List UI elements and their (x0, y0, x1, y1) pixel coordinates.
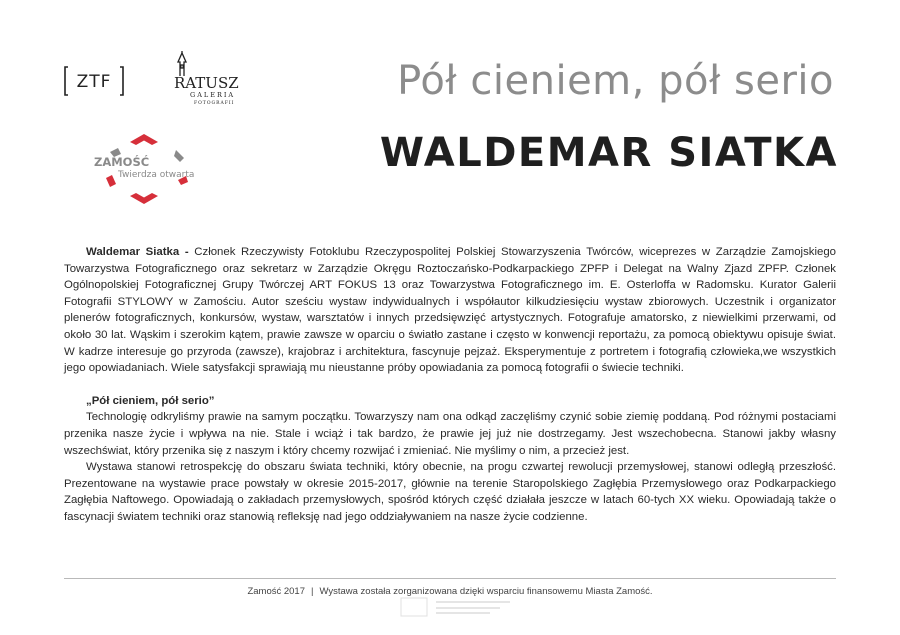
zamosc-logo (88, 128, 206, 210)
zamosc-name: ZAMOŚĆ (94, 155, 150, 169)
footer-divider (64, 578, 836, 579)
ratusz-name: RATUSZ (174, 74, 239, 92)
bio-name: Waldemar Siatka - (86, 246, 189, 258)
fortress-arrows-icon (106, 134, 188, 204)
footer-place-year: Zamość 2017 (247, 586, 305, 597)
exhibition-subtitle: Pół cieniem, pół serio (397, 58, 834, 104)
ratusz-line2: GALERIA (190, 91, 236, 99)
footer-support-note: Wystawa została zorganizowana dzięki wsparciu finansowemu Miasta Zamość. (319, 586, 653, 597)
zamosc-tagline: Twierdza otwarta (118, 170, 195, 180)
ztf-watermark-logo (400, 596, 520, 618)
bio-text: Członek Rzeczywisty Fotoklubu Rzeczypospolitej Polskiej Stowarzyszenia Twórców, wiceprezes w Zarządzie Zamojskiego Towarzystwa Fotograficznego oraz sekretarz w Zarządzie Okręgu Roztoczańsko-Podkarpackiego ZPFP i Delegat na Walny Zjazd ZPFP. Członek Ogólnopolskiej Fotograficznej Grupy Twórczej ART FOKUS 13 oraz Towarzystwa Fotograficznego im. E. Osterloffa w Radomsku. Kurator Galerii Fotografii STYLOWY w Zamościu. Autor sześciu wystaw indywidualnych i współautor kilkudziesięciu wystaw zbiorowych. Uczestnik i organizator plenerów fotograficznych, konkursów, wystaw, warsztatów i innych przedsięwzięć artystycznych. Fotografuje amatorsko, z niewielkimi przerwami, od około 30 lat. Wąskim i szerokim kątem, prawie zawsze w oparciu o światło zastane i często w konwencji reportażu, za pomocą obiektywu opisuje świat. W kadrze interesuje go przyroda (zawsze), krajobraz i architektura, fascynuje pejzaż. Eksperymentuje z portretem i fotografią człowieka,we wszystkich jego opowiadaniach. Wiele satysfakcji sprawiają mu nieustanne próby opowiadania za pomocą fotografii o świecie techniki. (64, 246, 836, 375)
ratusz-gallery-logo (166, 50, 246, 108)
exhibition-heading-paragraph (64, 393, 836, 410)
document-body (64, 244, 836, 526)
artist-name-title: WALDEMAR SIATKA (379, 130, 838, 176)
paragraph-gap (64, 377, 836, 393)
bio-paragraph (64, 244, 836, 377)
exhibition-paragraph-1: Technologię odkryliśmy prawie na samym początku. Towarzyszy nam ona odkąd zaczęliśmy czynić sobie ziemię poddaną. Pod różnymi postaciami przenika nasze życie i wpływa na nie. Stale i wciąż i tak bardzo, że prawie jej już nie dostrzegamy. Jest wszechobecna. Stanowi jakby własny wszechświat, który przenika się z naszym i który chcemy rozwijać i zmieniać. Nie myślimy o nim, a przecież jest. (64, 411, 836, 457)
ztf-logo (64, 66, 124, 96)
tower-icon (178, 51, 186, 76)
exhibition-heading: „Pół cieniem, pół serio” (86, 394, 215, 407)
footer-separator: | (311, 586, 314, 597)
ratusz-line3: FOTOGRAFII (194, 101, 235, 106)
ztf-logo-text: ZTF (76, 72, 112, 92)
exhibition-paragraph-2: Wystawa stanowi retrospekcję do obszaru świata techniki, który obecnie, na progu czwartej rewolucji przemysłowej, stanowi odległą przeszłość. Prezentowane na wystawie prace powstały w okresie 2015-2017, głównie na terenie Staropolskiego Zagłębia Przemysłowego oraz Podkarpackiego Zagłębia Naftowego. Opowiadają o zakładach przemysłowych, spośród których część działała jeszcze w latach 60-tych XX wieku. Opowiadają także o fascynacji światem techniki oraz stanowią refleksję nad jego oddziaływaniem na nasze życie codzienne. (64, 461, 836, 523)
